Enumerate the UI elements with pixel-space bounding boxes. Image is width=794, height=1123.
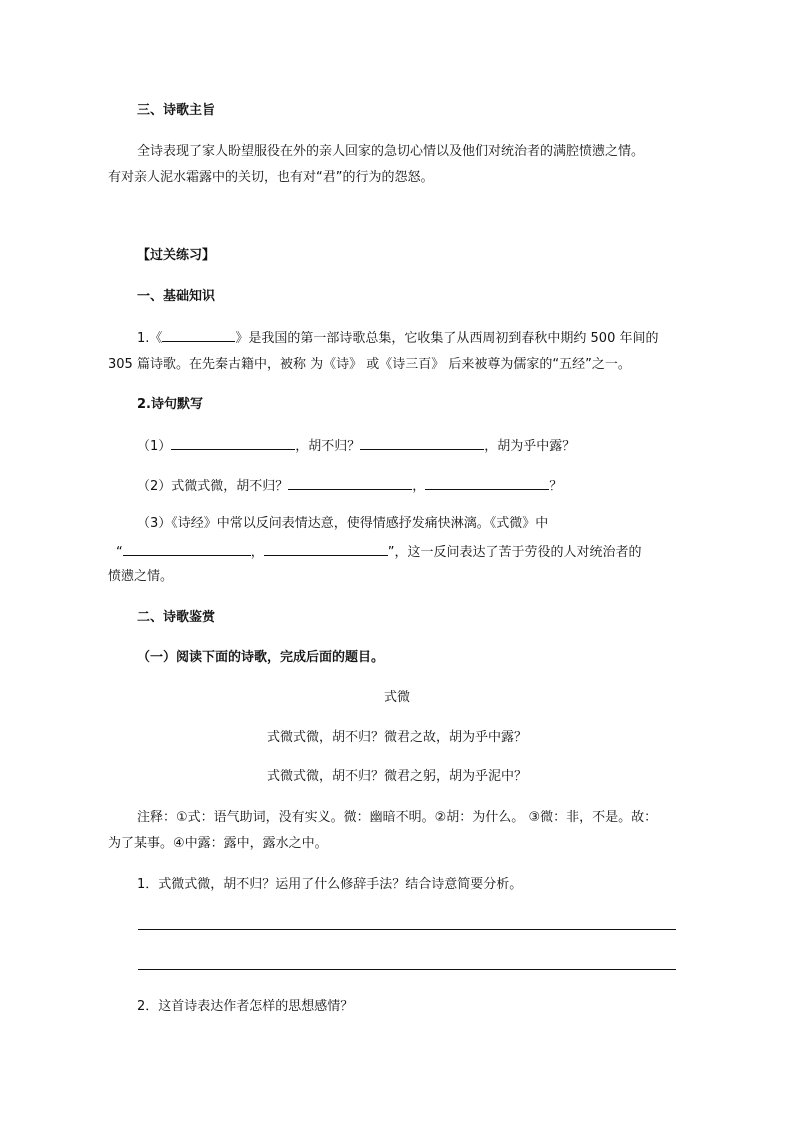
q2-2-mid: ， xyxy=(412,479,426,494)
section3-text-line1: 全诗表现了家人盼望服役在外的亲人回家的急切心情以及他们对统治者的满腔愤懑之情。 xyxy=(137,144,645,159)
q2-2-blank-a[interactable] xyxy=(288,475,412,490)
poem-title: 式微 xyxy=(383,690,410,705)
section3-text-line2: 有对亲人泥水霜露中的关切，也有对“君”的行为的怨怒。 xyxy=(108,170,434,185)
q2-heading: 2.诗句默写 xyxy=(137,397,203,412)
q1-prefix: 1.《 xyxy=(137,331,163,346)
q2-3-end: ”，这一反问表达了苦于劳役的人对统治者的 xyxy=(387,545,642,560)
question-1: 1．式微式微，胡不归？运用了什么修辞手法？结合诗意简要分析。 xyxy=(137,877,523,892)
question-2: 2．这首诗表达作者怎样的思想感情？ xyxy=(137,999,354,1014)
notes-line1: 注释：①式：语气助词，没有实义。微：幽暗不明。②胡：为什么。 ③微：非，不是。故： xyxy=(137,810,658,825)
q2-1-mid: ，胡不归？ xyxy=(295,439,361,454)
q1-suffix: 》是我国的第一部诗歌总集，它收集了从西周初到春秋中期约 500 年间的 xyxy=(235,331,659,346)
q1-line1 xyxy=(137,327,727,349)
basics-heading: 一、基础知识 xyxy=(137,289,216,304)
poem-line1: 式微式微，胡不归？微君之故，胡为乎中露？ xyxy=(266,730,527,745)
notes-line2: 为了某事。④中露：露中，露水之中。 xyxy=(108,836,328,851)
q2-3-line3: 愤懑之情。 xyxy=(108,569,174,584)
q2-1-line xyxy=(137,435,727,457)
q2-1-blank-b[interactable] xyxy=(360,435,484,450)
q2-1-blank-a[interactable] xyxy=(171,435,295,450)
q2-3-blank-b[interactable] xyxy=(264,541,388,556)
appreciation-subheading: （一）阅读下面的诗歌，完成后面的题目。 xyxy=(137,650,385,665)
poem-line2: 式微式微，胡不归？微君之躬，胡为乎泥中？ xyxy=(266,769,527,784)
q2-3-mid: ， xyxy=(250,545,264,560)
q2-3-open: “ xyxy=(116,545,123,560)
q2-3-line2 xyxy=(116,541,706,563)
q2-2-blank-b[interactable] xyxy=(425,475,549,490)
q2-2-line xyxy=(137,475,727,497)
q2-2-prefix: （2）式微式微，胡不归？ xyxy=(137,479,289,494)
answer-line-1[interactable] xyxy=(138,929,676,930)
q1-blank[interactable] xyxy=(162,327,235,342)
q1-line2: 305 篇诗歌。在先秦古籍中，被称 为《诗》 或《诗三百》 后来被尊为儒家的“五经”之一。 xyxy=(108,357,631,372)
section3-heading: 三、诗歌主旨 xyxy=(137,103,216,118)
answer-line-2[interactable] xyxy=(138,969,676,970)
q2-2-end: ？ xyxy=(549,479,563,494)
practice-title: 【过关练习】 xyxy=(137,248,216,263)
q2-3-line1: （3）《诗经》中常以反问表情达意，使得情感抒发痛快淋漓。《式微》中 xyxy=(137,516,549,531)
q2-1-end: ，胡为乎中露？ xyxy=(484,439,576,454)
q2-3-blank-a[interactable] xyxy=(123,541,251,556)
appreciation-heading: 二、诗歌鉴赏 xyxy=(137,610,216,625)
q2-1-prefix: （1） xyxy=(137,439,172,454)
